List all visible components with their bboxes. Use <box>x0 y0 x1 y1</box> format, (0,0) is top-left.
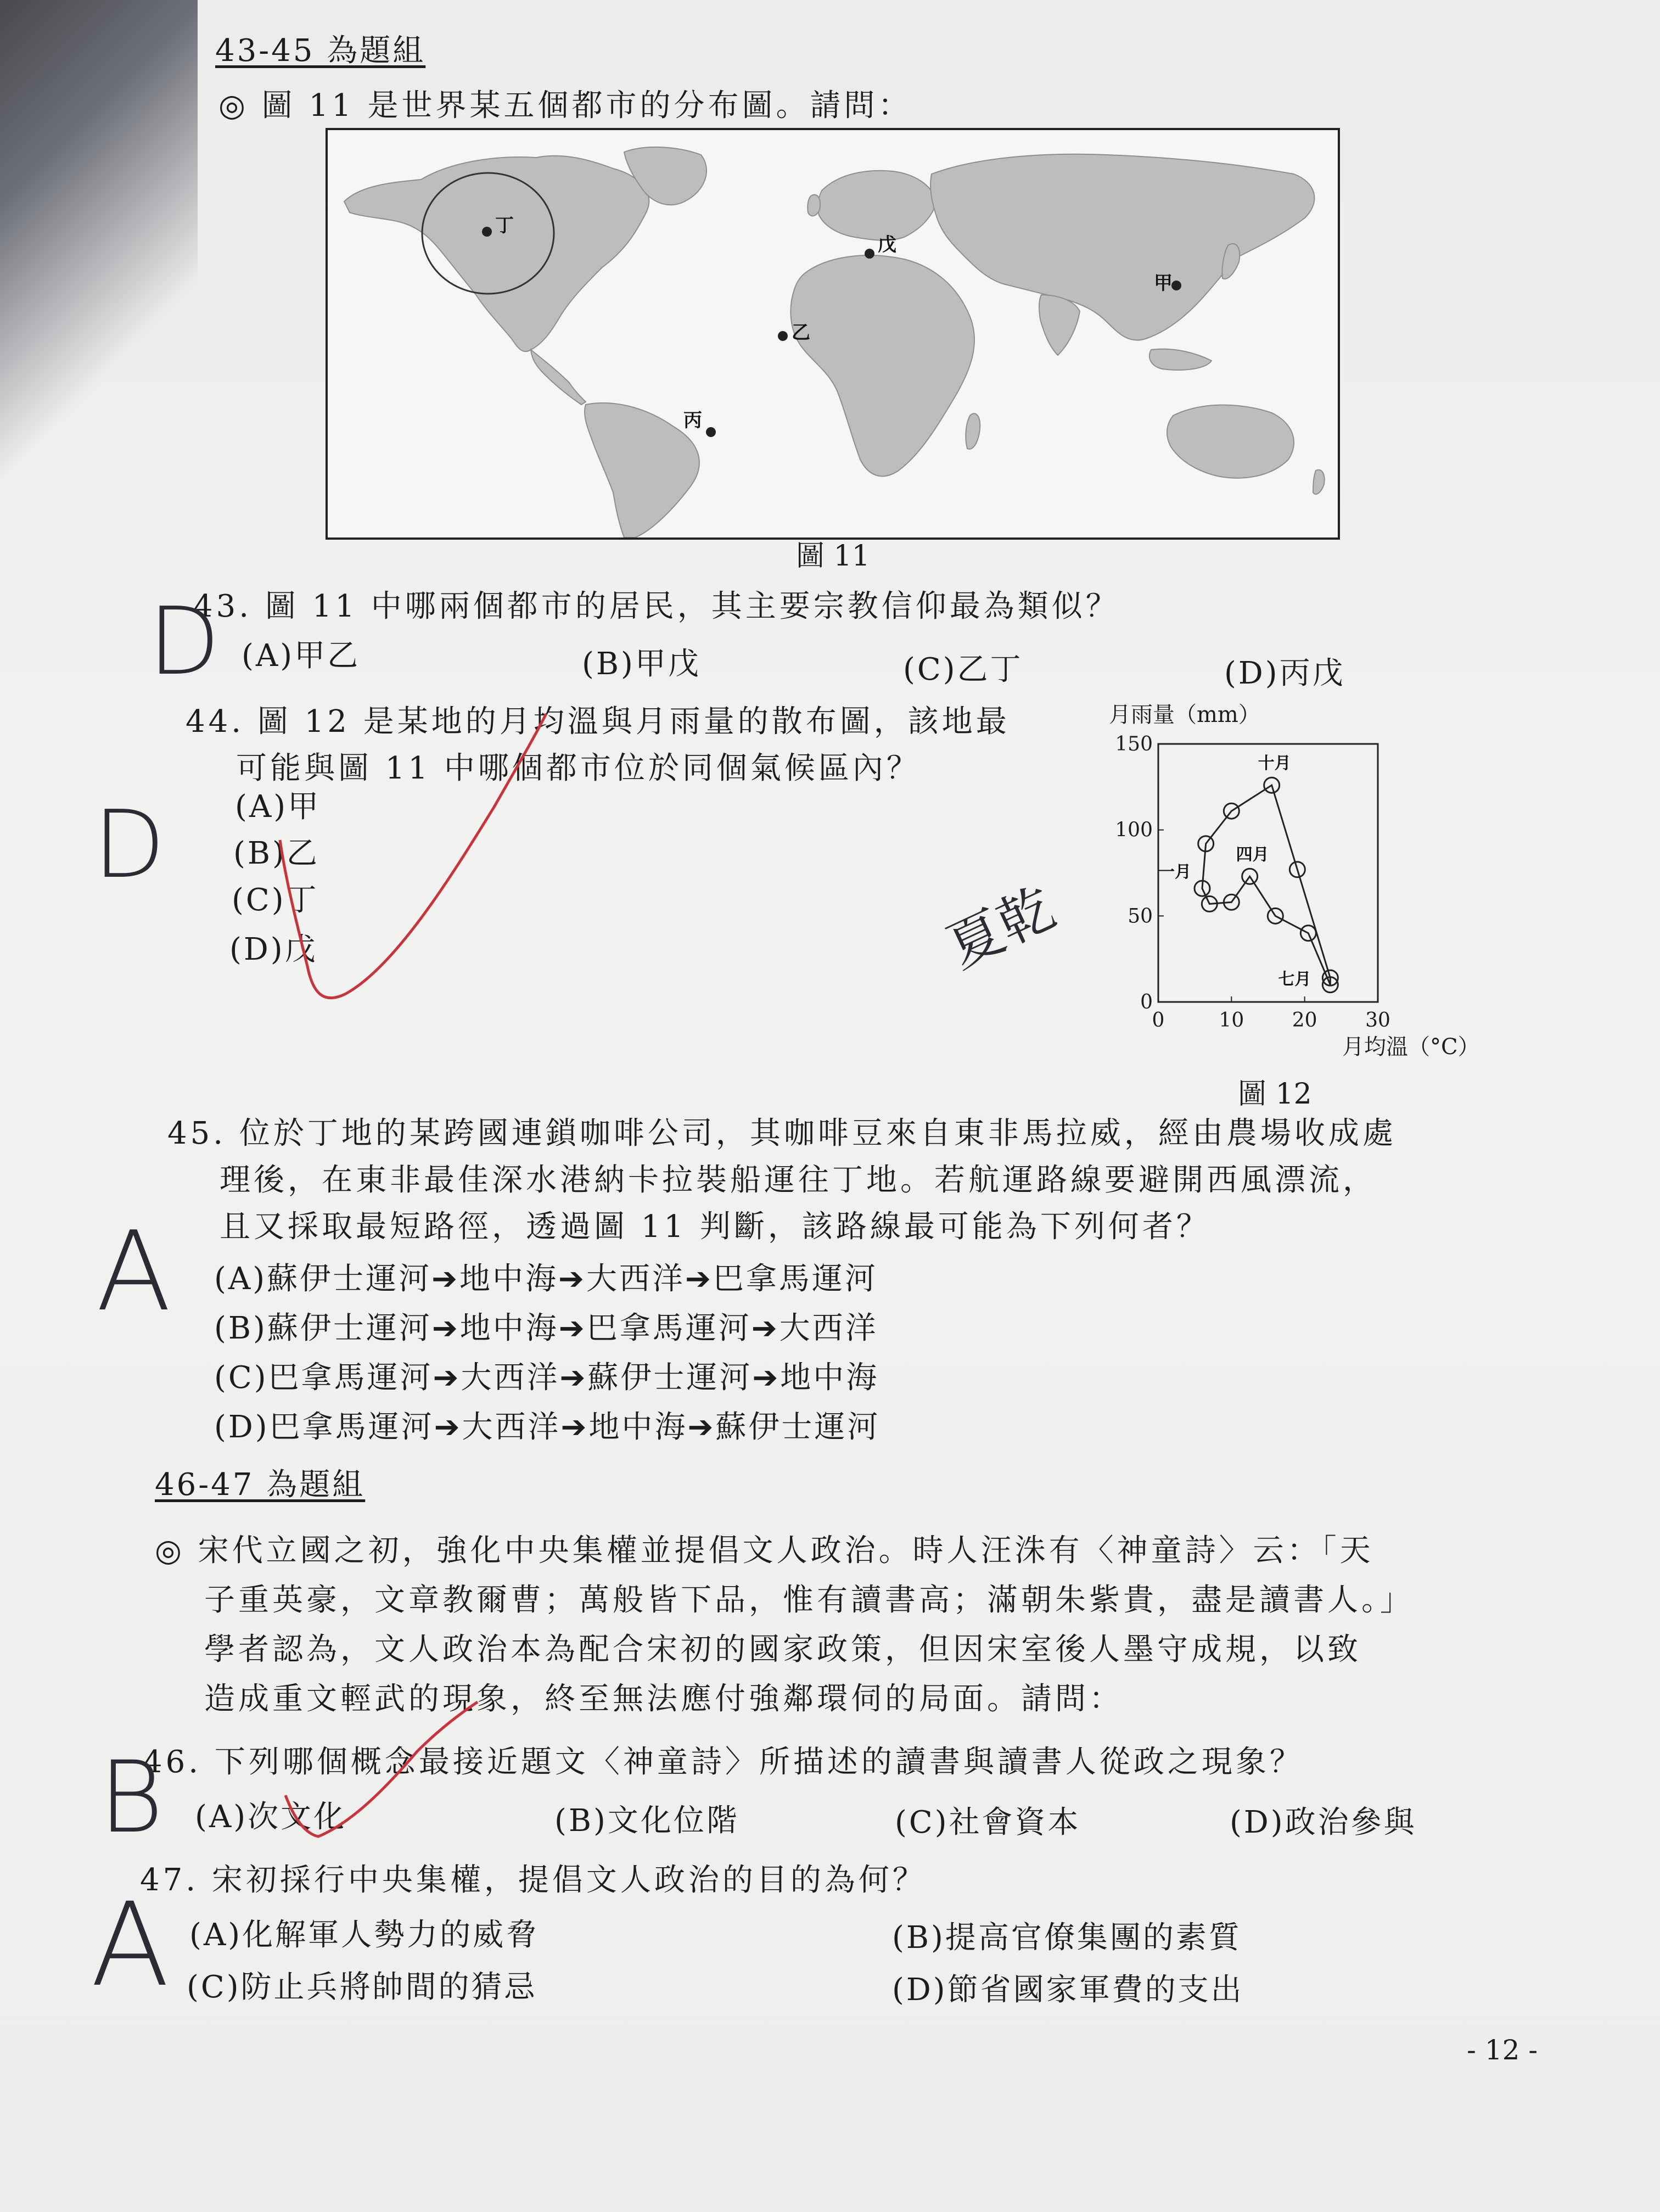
chart-x-tick-label: 0 <box>1152 1009 1165 1032</box>
q47-option-c: (C)防止兵將帥間的猜忌 <box>187 1969 537 2005</box>
chart-series-line <box>1202 785 1330 984</box>
q45-option-c: (C)巴拿馬運河➔大西洋➔蘇伊士運河➔地中海 <box>214 1360 879 1396</box>
city-dot-jia <box>1171 281 1181 290</box>
chart-series <box>1158 754 1338 992</box>
city-label-yi: 乙 <box>792 322 810 344</box>
q46-option-c: (C)社會資本 <box>895 1805 1081 1840</box>
group-text-line4: 造成重文輕武的現象，終至無法應付強鄰環伺的局面。請問： <box>204 1681 1123 1717</box>
q44-option-d: (D)戊 <box>229 932 318 967</box>
chart-y-tick-label: 0 <box>1140 991 1153 1013</box>
q45-stem-line1: 45. 位於丁地的某跨國連鎖咖啡公司，其咖啡豆來自東非馬拉威，經由農場收成處 <box>167 1116 1397 1151</box>
q45-stem-line2: 理後，在東非最佳深水港納卡拉裝船運往丁地。若航運路線要避開西風漂流， <box>220 1162 1377 1198</box>
chart-y-tick-label: 50 <box>1128 905 1153 928</box>
world-map-figure-11 <box>326 128 1340 540</box>
q44-option-b: (B)乙 <box>233 836 319 871</box>
q43-option-b: (B)甲戊 <box>582 646 701 682</box>
q46-option-a: (A)次文化 <box>195 1799 347 1835</box>
madagascar <box>966 413 980 449</box>
india <box>1039 295 1080 355</box>
australia <box>1167 405 1294 478</box>
asia <box>930 154 1314 340</box>
q44-option-a: (A)甲 <box>235 789 321 825</box>
city-dot-bing <box>706 427 716 437</box>
handwritten-answer-q47: A <box>91 1878 170 2012</box>
se-asia-islands <box>1149 349 1212 370</box>
figure-12-caption: 圖 12 <box>1238 1078 1312 1111</box>
chart-plot-frame <box>1158 744 1378 1002</box>
q45-option-b: (B)蘇伊士運河➔地中海➔巴拿馬運河➔大西洋 <box>214 1311 878 1346</box>
handwritten-answer-q46: B <box>99 1740 164 1855</box>
city-dot-yi <box>778 331 788 341</box>
world-map <box>328 130 1338 537</box>
chart-y-tick-label: 100 <box>1115 819 1153 842</box>
q44-option-c: (C)丁 <box>232 882 319 918</box>
group-intro-43-45: ◎ 圖 11 是世界某五個都市的分布圖。請問： <box>218 88 912 124</box>
handwritten-scribble: 夏乾 <box>938 875 1064 980</box>
chart-x-tick-label: 20 <box>1292 1009 1317 1032</box>
city-label-wu: 戊 <box>878 234 896 256</box>
q47-option-a: (A)化解軍人勢力的威脅 <box>189 1917 539 1953</box>
q46-stem: 46. 下列哪個概念最接近題文〈神童詩〉所描述的讀書與讀書人從政之現象？ <box>143 1744 1304 1780</box>
handwritten-answer-q45: A <box>96 1208 171 1336</box>
chart-annotation: 四月 <box>1236 845 1269 865</box>
south-america <box>585 403 699 537</box>
chart-x-tick-label: 30 <box>1365 1009 1390 1032</box>
q46-option-d: (D)政治參與 <box>1230 1805 1417 1840</box>
q43-stem: 43. 圖 11 中哪兩個都市的居民，其主要宗教信仰最為類似？ <box>193 589 1120 624</box>
north-america <box>344 156 649 351</box>
chart-annotation: 七月 <box>1278 970 1311 989</box>
central-america <box>531 350 586 405</box>
q47-option-d: (D)節省國家軍費的支出 <box>892 1972 1244 2008</box>
chart-svg <box>1076 697 1504 1093</box>
chart-x-axis-label: 月均溫（°C） <box>1342 1034 1480 1060</box>
q46-option-b: (B)文化位階 <box>554 1803 739 1839</box>
page-number: - 12 - <box>1467 2034 1538 2066</box>
europe <box>818 171 937 240</box>
group-text-line1: ◎ 宋代立國之初，強化中央集權並提倡文人政治。時人汪洙有〈神童詩〉云：「天 <box>155 1533 1374 1569</box>
british-isles <box>807 195 820 216</box>
africa <box>790 255 974 476</box>
q45-option-d: (D)巴拿馬運河➔大西洋➔地中海➔蘇伊士運河 <box>214 1409 881 1445</box>
group-text-line3: 學者認為，文人政治本為配合宋初的國家政策，但因宋室後人墨守成規，以致 <box>204 1632 1361 1667</box>
q45-stem-line3: 且又採取最短路徑，透過圖 11 判斷，該路線最可能為下列何者？ <box>220 1209 1210 1245</box>
handwritten-answer-q43: D <box>148 587 220 696</box>
group-text-line2: 子重英豪，文章教爾曹；萬般皆下品，惟有讀書高；滿朝朱紫貴，盡是讀書人。」 <box>204 1582 1414 1618</box>
group-heading-46-47: 46-47 為題組 <box>155 1467 366 1503</box>
q44-stem-line2: 可能與圖 11 中哪個都市位於同個氣候區內？ <box>236 751 921 786</box>
page-shadow <box>0 0 198 494</box>
chart-y-tick-label: 150 <box>1115 733 1153 755</box>
city-label-ding: 丁 <box>495 215 514 237</box>
q43-option-a: (A)甲乙 <box>242 638 361 674</box>
chart-annotation: 一月 <box>1158 863 1191 882</box>
q43-option-d: (D)丙戊 <box>1224 656 1345 691</box>
city-label-jia: 甲 <box>1154 272 1173 294</box>
group-heading-43-45: 43-45 為題組 <box>215 33 426 69</box>
chart-annotation: 十月 <box>1258 754 1291 774</box>
city-dot-ding <box>482 227 492 237</box>
q43-option-c: (C)乙丁 <box>903 652 1023 687</box>
figure-12-chart <box>1076 697 1504 1093</box>
handwritten-answer-q44: D <box>93 791 165 899</box>
q45-option-a: (A)蘇伊士運河➔地中海➔大西洋➔巴拿馬運河 <box>214 1261 878 1297</box>
new-zealand <box>1313 470 1325 494</box>
chart-y-axis-label: 月雨量（mm） <box>1109 702 1260 727</box>
chart-x-tick-label: 10 <box>1219 1009 1244 1032</box>
city-dot-wu <box>865 249 874 259</box>
q47-option-b: (B)提高官僚集團的素質 <box>892 1920 1242 1956</box>
q47-stem: 47. 宋初採行中央集權，提倡文人政治的目的為何？ <box>140 1862 927 1898</box>
city-label-bing: 丙 <box>683 410 702 432</box>
figure-11-caption: 圖 11 <box>796 540 870 573</box>
q44-stem-line1: 44. 圖 12 是某地的月均溫與月雨量的散布圖，該地最 <box>186 704 1010 740</box>
